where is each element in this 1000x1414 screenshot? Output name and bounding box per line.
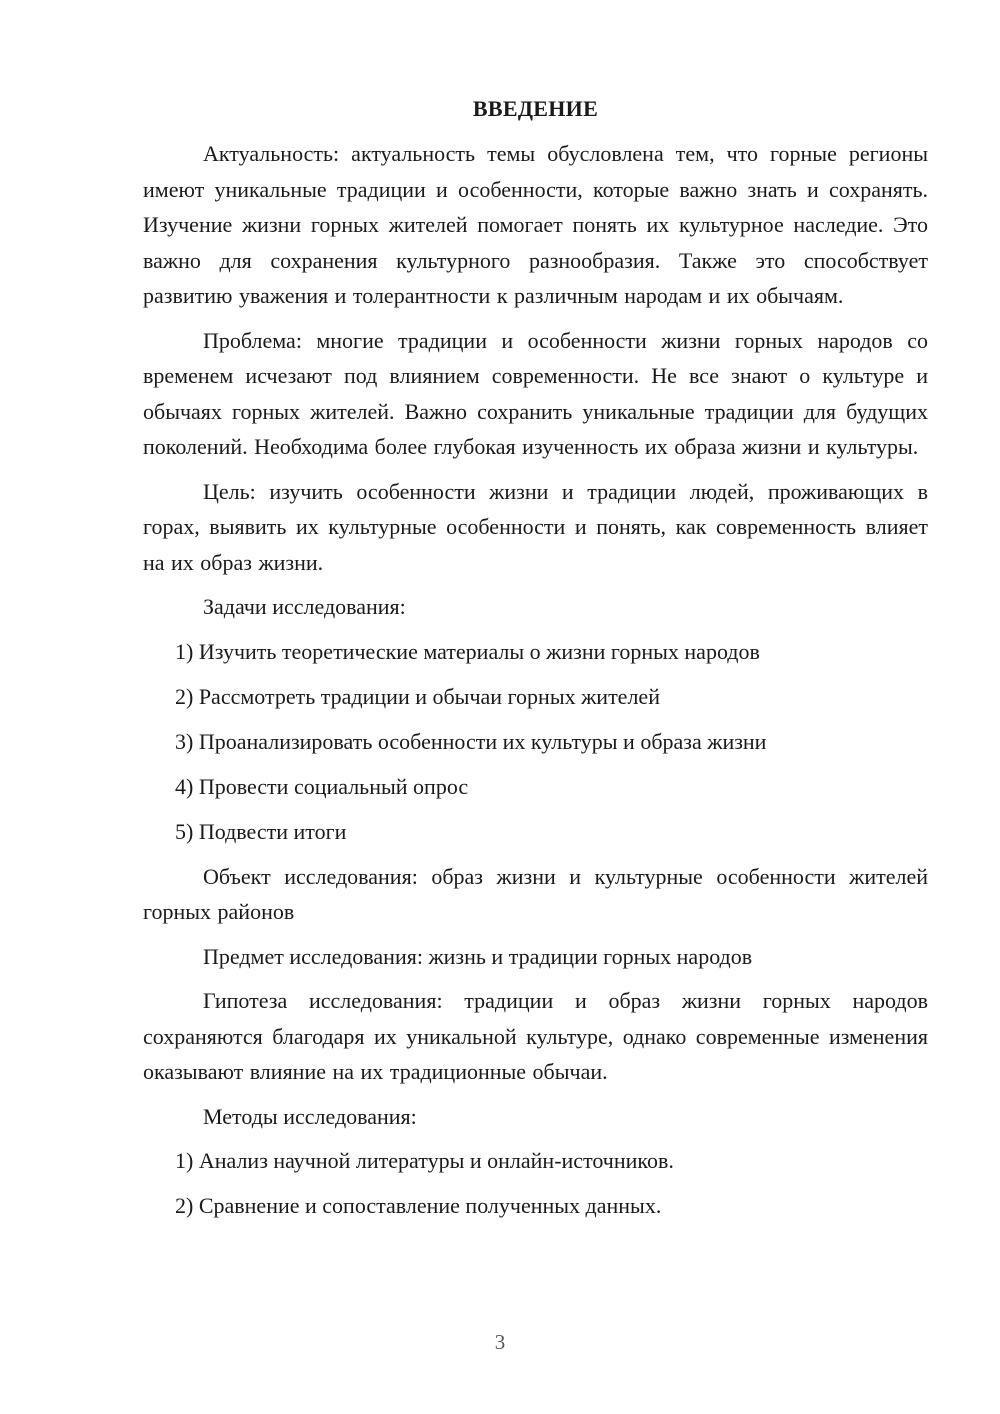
goal-paragraph: Цель: изучить особенности жизни и традиции людей, проживающих в горах, выявить их культурные особенности и понять, как современность влияет на их образ жизни. [143, 478, 928, 575]
task-item: 3) Проанализировать особенности их культуры и образа жизни [175, 728, 767, 754]
task-item: 1) Изучить теоретические материалы о жизни горных народов [175, 638, 760, 664]
task-item: 5) Подвести итоги [175, 818, 347, 844]
methods-heading: Методы исследования: [203, 1103, 417, 1129]
section-title: ВВЕДЕНИЕ [472, 96, 599, 121]
subject-paragraph: Предмет исследования: жизнь и традиции горных народов [203, 943, 753, 969]
object-paragraph: Объект исследования: образ жизни и культурные особенности жителей горных районов [143, 863, 928, 924]
method-item: 1) Анализ научной литературы и онлайн-источников. [175, 1148, 674, 1173]
tasks-heading: Задачи исследования: [203, 594, 406, 619]
task-item: 4) Провести социальный опрос [175, 773, 469, 799]
methods-list [143, 1143, 928, 1224]
problem-paragraph: Проблема: многие традиции и особенности жизни горных народов со временем исчезают под влиянием современности. Не все знают о культуре и обычаях горных жителей. Важно сохранить уникальные традиции для будущих поколений. Необходима более глубокая изученность их образа жизни и культуры. [143, 327, 928, 459]
page-content [143, 94, 928, 1233]
method-item: 2) Сравнение и сопоставление полученных данных. [175, 1193, 662, 1218]
hypothesis-paragraph: Гипотеза исследования: традиции и образ жизни горных народов сохраняются благодаря их уникальной культуре, однако современные изменения оказывают влияние на их традиционные обычаи. [143, 988, 928, 1084]
tasks-list [143, 634, 928, 850]
page-number: 3 [494, 1330, 506, 1354]
task-item: 2) Рассмотреть традиции и обычаи горных жителей [175, 683, 660, 709]
relevance-paragraph: Актуальность: актуальность темы обусловлена тем, что горные регионы имеют уникальные традиции и особенности, которые важно знать и сохранять. Изучение жизни горных жителей помогает понять их культурное наследие. Это важно для сохранения культурного разнообразия. Также это способствует развитию уважения и толерантности к различным народам и их обычаям. [143, 141, 928, 308]
